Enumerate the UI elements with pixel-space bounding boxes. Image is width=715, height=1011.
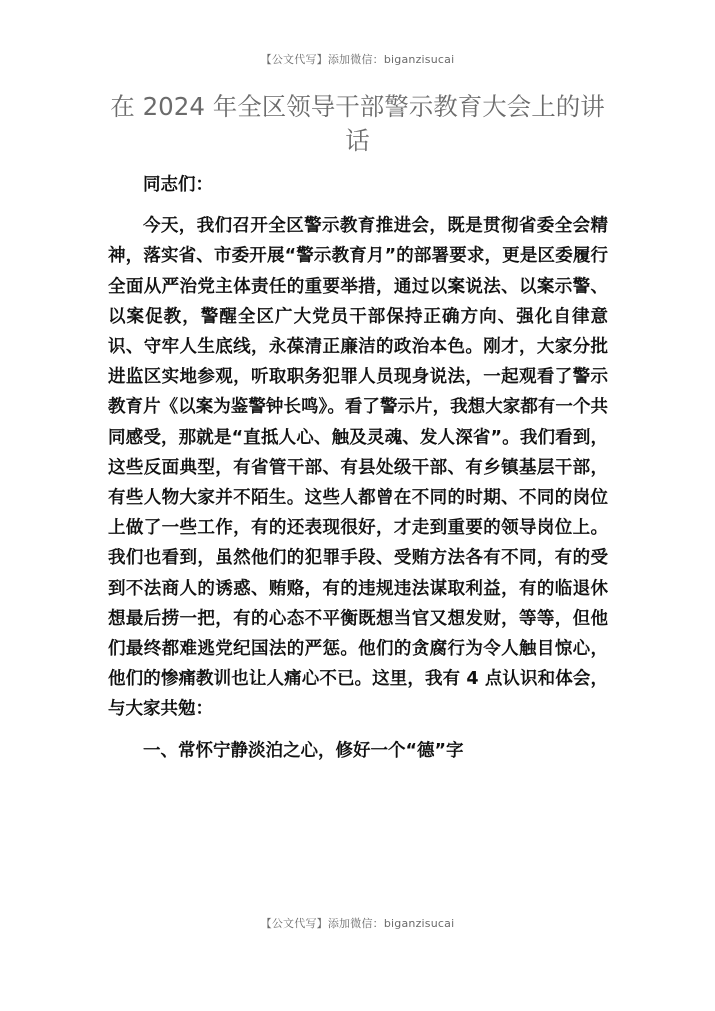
header-watermark-note: 【公文代写】添加微信：biganzisucai bbox=[260, 53, 455, 66]
document-title: 在 2024 年全区领导干部警示教育大会上的讲话 bbox=[110, 92, 605, 155]
body-paragraph: 今天，我们召开全区警示教育推进会，既是贯彻省委全会精神，落实省、市委开展“警示教育月”的部署要求，更是区委履行全面从严治党主体责任的重要举措，通过以案说法、以案示警、以案促教，警醒全区广大党员干部保持正确方向、强化自律意识、守牢人生底线，永葆清正廉洁的政治本色。刚才，大家分批进监区实地参观，听取职务犯罪人员现身说法，一起观看了警示教育片《以案为鉴警钟长鸣》。看了警示片，我想大家都有一个共同感受，那就是“直抵人心、触及灵魂、发人深省”。我们看到，这些反面典型，有省管干部、有县处级干部、有乡镇基层干部，有些人物大家并不陌生。这些人都曾在不同的时期、不同的岗位上做了一些工作，有的还表现很好，才走到重要的领导岗位上。我们也看到，虽然他们的犯罪手段、受贿方法各有不同，有的受到不法商人的诱惑、贿赂，有的违规违法谋取利益，有的临退休想最后捞一把，有的心态不平衡既想当官又想发财，等等，但他们最终都难逃党纪国法的严惩。他们的贪腐行为令人触目惊心，他们的惨痛教训也让人痛心不已。这里，我有 4 点认识和体会，与大家共勉： bbox=[108, 216, 608, 720]
salutation: 同志们： bbox=[143, 175, 213, 195]
section-heading: 一、常怀宁静淡泊之心，修好一个“德”字 bbox=[143, 740, 464, 761]
document-body bbox=[108, 170, 608, 766]
footer-watermark-note: 【公文代写】添加微信：biganzisucai bbox=[260, 917, 455, 930]
